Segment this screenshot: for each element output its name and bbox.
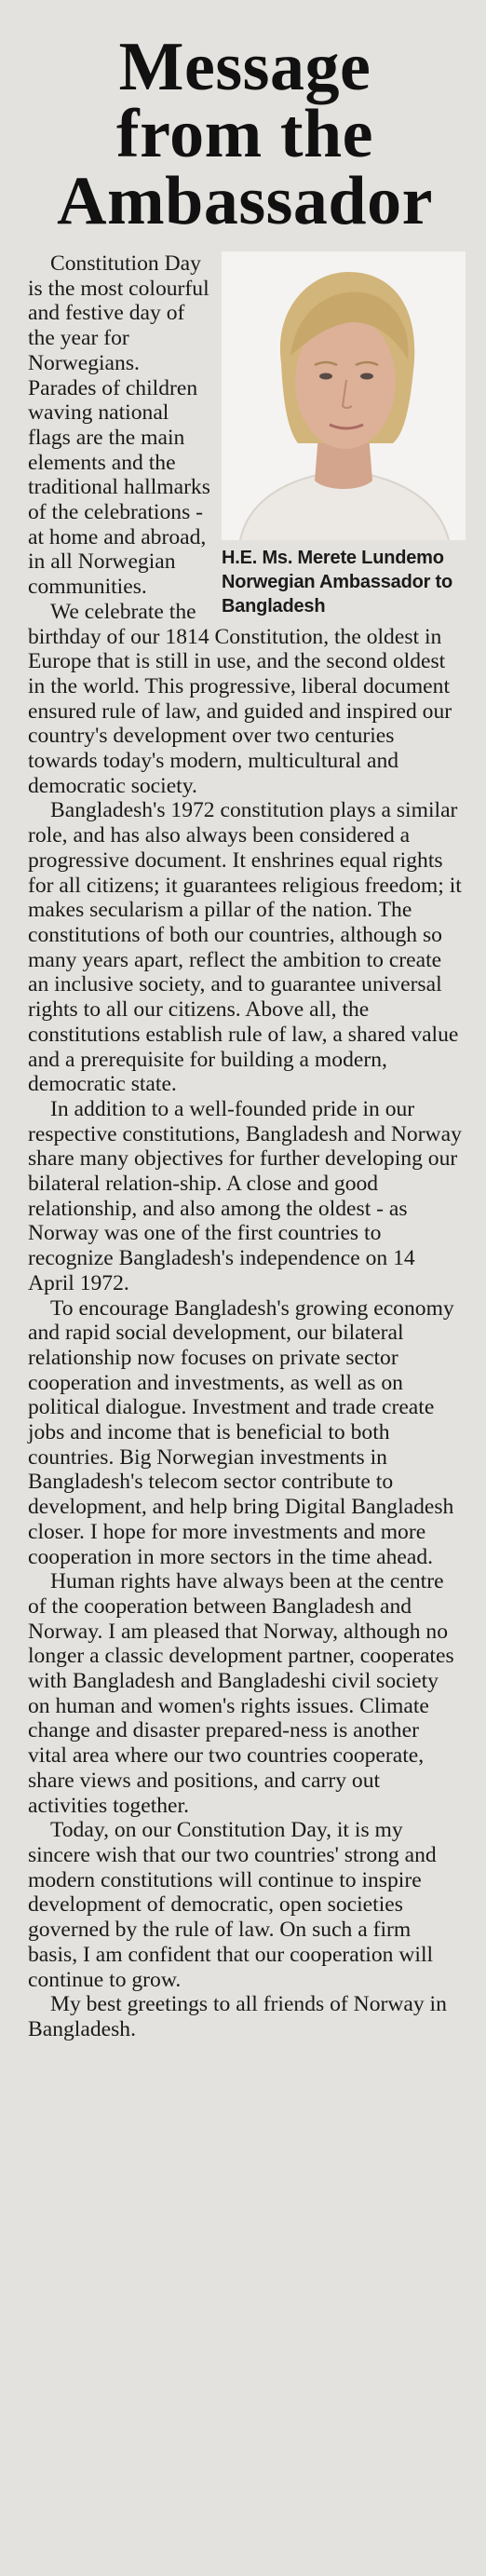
paragraph-7: Today, on our Constitution Day, it is my sincere wish that our two countries' strong and modern constitutions will continue to inspire development of democratic, open societies governed by the rule of law. On such a firm basis, I am confident that our cooperation will continue to grow.	[28, 1818, 437, 1992]
headline-line-3: Ambassador	[57, 163, 433, 239]
headline-line-2: from the	[116, 96, 373, 172]
article-headline	[28, 0, 462, 239]
ambassador-photo-block	[222, 251, 466, 618]
paragraph-6: Human rights have always been at the centre of the cooperation between Bangladesh and Norway. I am pleased that Norway, although no longer a classic development partner, cooperates with Bangladesh and Bangladeshi civil society on human and women's rights issues. Climate change and disaster prepared-ness is another vital area where our two countries cooperate, share views and positions, and carry out activities together.	[28, 1569, 454, 1818]
article-body	[28, 251, 462, 2042]
caption-name: H.E. Ms. Merete Lundemo	[222, 548, 444, 568]
paragraph-3: Bangladesh's 1972 constitution plays a similar role, and has also always been considered a progressive document. It enshrines equal rights for all citizens; it guarantees religious freedom; it makes secularism a pillar of the nation. The constitutions of both our countries, although so many years apart, reflect the ambition to create an inclusive society, and to guarantee universal rights to all our citizens. Above all, the constitutions establish rule of law, a shared value and a prerequisite for building a modern, democratic state.	[28, 798, 462, 1097]
paragraph-8: My best greetings to all friends of Norway in Bangladesh.	[28, 1992, 447, 2041]
paragraph-2: We celebrate the birthday of our 1814 Constitution, the oldest in Europe that is still in use, and the second oldest in the world. This progressive, liberal document ensured rule of law, and guided and inspired our country's development over two centuries towards today's modern, multicultural and democratic society.	[28, 599, 452, 798]
caption-title: Norwegian Ambassador to	[222, 572, 453, 592]
paragraph-1: Constitution Day is the most colourful and festive day of the year for Norwegians. Parades of children waving national flags are the main elements and the traditional hallmarks of the celebrations - at home and abroad, in all Norwegian communities.	[28, 251, 210, 600]
paragraph-4: In addition to a well-founded pride in our respective constitutions, Bangladesh and Norway share many objectives for further developing our bilateral relation-ship. A close and good relationship, and also among the oldest - as Norway was one of the first countries to recognize Bangladesh's independence on 14 April 1972.	[28, 1096, 462, 1295]
photo-caption	[222, 546, 466, 618]
caption-country: Bangladesh	[222, 596, 326, 617]
ambassador-portrait-photo	[222, 251, 466, 540]
paragraph-5: To encourage Bangladesh's growing economy and rapid social development, our bilateral relationship now focuses on private sector cooperation and investments, as well as on political dialogue. Investment and trade create jobs and income that is beneficial to both countries. Big Norwegian investments in Bangladesh's telecom sector contribute to development, and help bring Digital Bangladesh closer. I hope for more investments and more cooperation in more sectors in the time ahead.	[28, 1295, 454, 1569]
headline-line-1: Message	[118, 29, 371, 105]
